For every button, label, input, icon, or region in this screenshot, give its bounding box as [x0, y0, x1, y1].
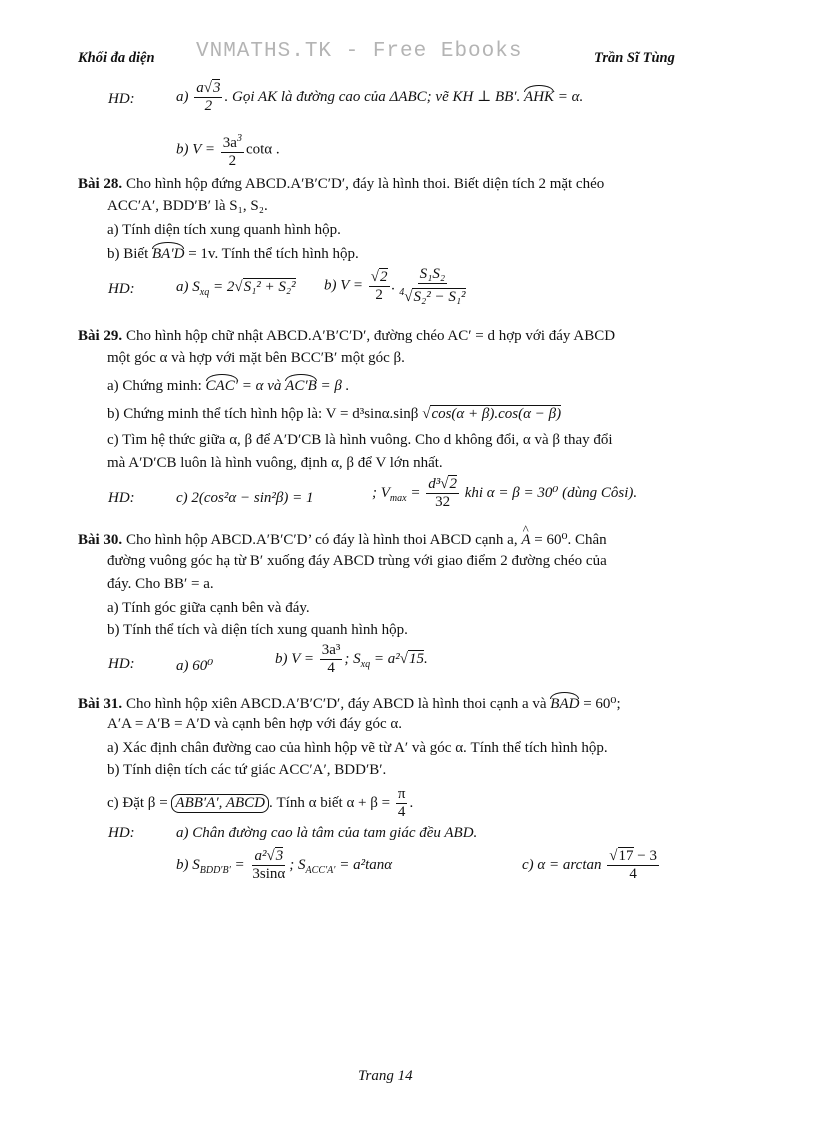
bai28-item-b: b) Biết BA′D = 1v. Tính thể tích hình hộp.: [107, 246, 359, 262]
bai29-hd-label: HD:: [108, 490, 135, 506]
bai28-line1: Bài 28. Cho hình hộp đứng ABCD.A′B′C′D′, đáy là hình thoi. Biết diện tích 2 mặt chéo: [78, 176, 605, 192]
bai31-item-c: c) Đặt β = ABB′A′, ABCD . Tính α biết α + β = $\frac{\pi}{4}$ .: [107, 786, 414, 820]
bai29-line1: Bài 29. Cho hình hộp chữ nhật ABCD.A′B′C′D′, đường chéo AC′ = d hợp với đáy ABCD: [78, 328, 616, 344]
bai29-item-c2: mà A′D′CB luôn là hình vuông, định α, β để V lớn nhất.: [107, 455, 443, 471]
bai28-hd-b: b) V = √ $\frac{2}{2}$ . $\frac{\text{S₁S₂}}{^4√ S_2^2 - S_1^2}$: [324, 266, 470, 306]
header-right: Trần Sĩ Tùng: [594, 50, 675, 66]
bai28-item-a: a) Tính diện tích xung quanh hình hộp.: [107, 222, 341, 238]
bai30-hd-b: b) V = $\frac{\text{3a³}}{4}$ ; $S_{xq} = a^2√$ 15.: [275, 642, 428, 677]
prev-hd-a: a) $\frac{a√ 3}{2}$ . Gọi AK là đường cao của ΔABC; vẽ KH ⊥ BB′. AHK = α.: [176, 80, 583, 115]
bai31-hd-label: HD:: [108, 825, 135, 841]
bai30-line3: đáy. Cho BB′ = a.: [107, 576, 214, 592]
header-left: Khối đa diện: [78, 50, 155, 66]
bai31-line2: A′A = A′B = A′D và cạnh bên hợp với đáy góc α.: [107, 716, 403, 732]
hd-label: HD:: [108, 91, 135, 107]
page-number: Trang 14: [358, 1068, 413, 1084]
watermark: VNMATHS.TK - Free Ebooks: [196, 40, 523, 63]
bai29-item-b: b) Chứng minh thể tích hình hộp là: V = d³sinα.sinβ √ cos(α + β).cos(α − β): [107, 406, 561, 423]
prev-hd-b: b) V = $\frac{3a^3}{2}$ cotα .: [176, 130, 280, 170]
bai30-item-b: b) Tính thể tích và diện tích xung quanh hình hộp.: [107, 622, 408, 638]
bai30-item-a: a) Tính góc giữa cạnh bên và đáy.: [107, 600, 310, 616]
bai30-line2: đường vuông góc hạ từ B′ xuống đáy ABCD trùng với giao điểm 2 đường chéo của: [107, 553, 607, 569]
bai29-item-c1: c) Tìm hệ thức giữa α, β để A′D′CB là hình vuông. Cho d không đổi, α và β thay đổi: [107, 432, 613, 448]
bai31-item-a: a) Xác định chân đường cao của hình hộp vẽ từ A′ và góc α. Tính thể tích hình hộp.: [107, 740, 608, 756]
bai28-hd-label: HD:: [108, 281, 135, 297]
bai30-hd-label: HD:: [108, 656, 135, 672]
bai29-hd-v: ; $V_{max}$ = $\frac{\text{d³√ 2}}{32}$ khi α = β = 30⁰ (dùng Côsi).: [372, 476, 637, 511]
bai28-line2: ACC′A′, BDD′B′ là S₁, S₂.: [107, 198, 268, 214]
bai29-line2: một góc α và hợp với mặt bên BCC′B′ một góc β.: [107, 350, 405, 366]
bai30-line1: Bài 30. Cho hình hộp ABCD.A′B′C′D’ có đáy là hình thoi ABCD cạnh a, ^ A = 60⁰. Chân: [78, 530, 607, 549]
bai31-line1: Bài 31. Cho hình hộp xiên ABCD.A′B′C′D′, đáy ABCD là hình thoi cạnh a và BAD = 60⁰;: [78, 696, 621, 712]
bai29-hd-c: c) 2(cos²α − sin²β) = 1: [176, 490, 314, 506]
bai31-item-b: b) Tính diện tích các tứ giác ACC′A′, BDD′B′.: [107, 762, 387, 778]
bai31-hd-b: b) $S_{BDD'B'}$ = $\frac{\text{a²√ 3}}{3\sin\alpha}$ ; $S_{ACC'A'} = a^2\tan\alpha$: [176, 848, 392, 883]
bai28-hd-a: a) $S_{xq} = 2√$ S₁² + S₂²: [176, 279, 296, 298]
bai29-item-a: a) Chứng minh: CAC′ = α và AC′B = β .: [107, 378, 350, 394]
bai30-hd-a: a) 60⁰: [176, 658, 214, 674]
bai31-hd-c: c) α = arctan √ $\frac{17 - 3}{4}$: [522, 848, 661, 883]
bai31-hd-a: a) Chân đường cao là tâm của tam giác đều ABD.: [176, 825, 478, 841]
